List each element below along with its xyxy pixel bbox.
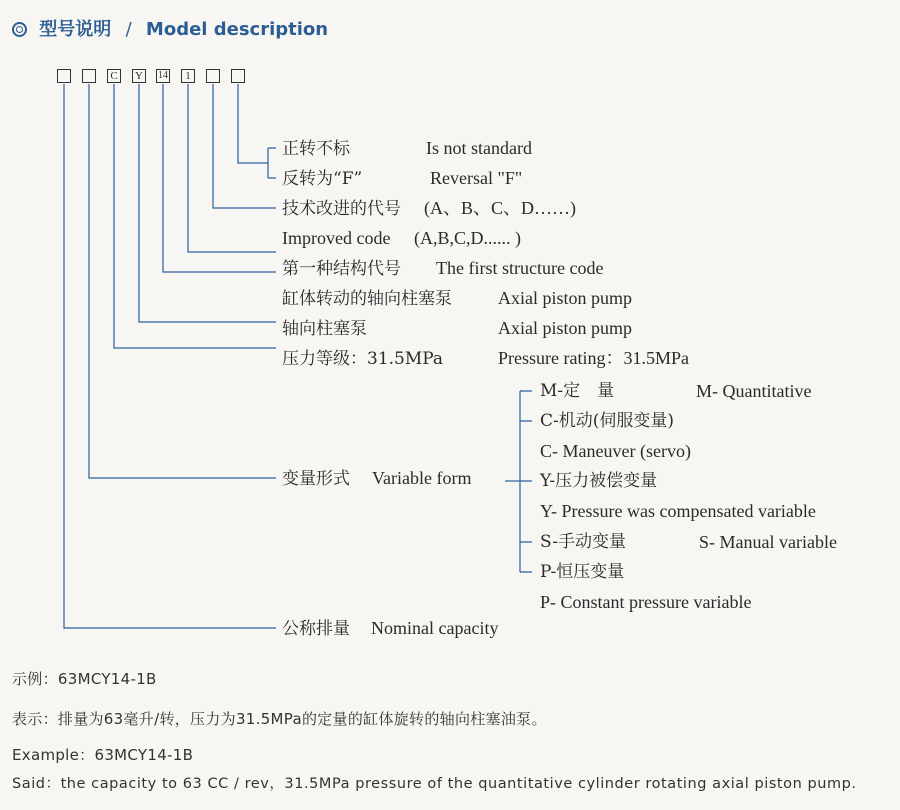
variable-option-0-en: M- Quantitative (696, 381, 812, 401)
variable-option-5: S-手动变量 (540, 532, 627, 552)
variable-option-7: P- Constant pressure variable (540, 592, 752, 612)
item-cn-6: 轴向柱塞泵 (282, 319, 367, 339)
item-en-6: Axial piston pump (498, 318, 632, 338)
variable-option-0: M-定 量 (540, 381, 615, 401)
variable-option-4: Y- Pressure was compensated variable (540, 501, 816, 521)
item-cn-9: 公称排量 (282, 619, 350, 639)
item-en-8: Variable form (372, 468, 472, 488)
variable-option-6: P-恒压变量 (540, 562, 625, 582)
item-en-0: Is not standard (426, 138, 532, 158)
item-cn-0: 正转不标 (282, 139, 350, 159)
item-cn-8: 变量形式 (282, 469, 350, 489)
code-box-5: 14 (158, 70, 168, 81)
variable-option-1: C-机动(伺服变量) (540, 411, 675, 431)
variable-option-2: C- Maneuver (servo) (540, 441, 691, 461)
code-box-6: 1 (181, 69, 195, 83)
title-en: Model description (145, 19, 329, 40)
example-cn-label: 示例：63MCY14-1B (12, 670, 157, 688)
example-cn-desc: 表示：排量为63毫升/转，压力为31.5MPa的定量的缸体旋转的轴向柱塞油泵。 (12, 710, 547, 728)
item-en-1: Reversal "F" (430, 168, 523, 188)
code-box-3: C (107, 69, 121, 83)
item-en-3: (A,B,C,D...... ) (414, 228, 521, 248)
item-en-7: Pressure rating：31.5MPa (498, 348, 689, 368)
item-cn-2: 技术改进的代号 (282, 199, 401, 219)
item-cn-4: 第一种结构代号 (282, 259, 401, 279)
variable-option-3: Y-压力被偿变量 (540, 471, 658, 491)
item-en-5: Axial piston pump (498, 288, 632, 308)
item-cn-1: 反转为“F” (282, 169, 363, 189)
title-separator: / (125, 19, 132, 40)
code-box-4: Y (132, 69, 146, 83)
example-en-label: Example：63MCY14-1B (12, 746, 194, 764)
example-en-desc: Said：the capacity to 63 CC / rev，31.5MPa pressure of the quantitative cylinder rotating axial piston pump. (12, 776, 857, 792)
variable-option-5-en: S- Manual variable (699, 532, 837, 552)
item-en-4: The first structure code (436, 258, 604, 278)
item-en-2: (A、B、C、D……) (424, 198, 576, 218)
item-cn-5: 缸体转动的轴向柱塞泵 (282, 289, 452, 309)
item-cn-3: Improved code (282, 228, 391, 248)
title-cn: 型号说明 (39, 19, 112, 40)
item-en-9: Nominal capacity (371, 618, 499, 638)
item-cn-7: 压力等级：31.5MPa (282, 349, 444, 369)
